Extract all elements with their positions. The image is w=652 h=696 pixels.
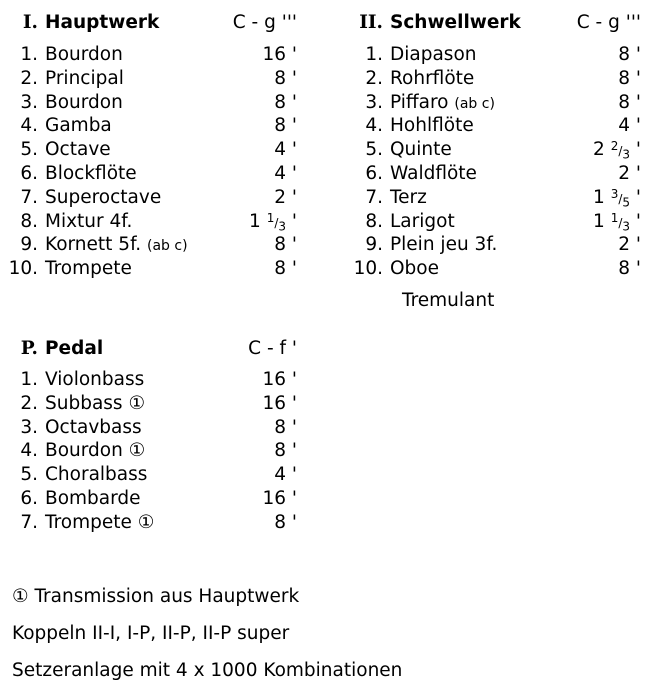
stop-name-text: Mixtur 4f.: [45, 210, 133, 232]
division-pedal: [0, 338, 297, 535]
stop-pitch: 4 ': [274, 139, 297, 161]
stop-name-text: Trompete ①: [45, 511, 155, 533]
division-title: Schwellwerk: [390, 12, 521, 33]
pitch-whole: 1: [593, 186, 605, 208]
stop-name-text: Octavbass: [45, 416, 142, 438]
pitch-numerator: 3: [610, 186, 619, 201]
pitch-fraction: $^2/_3$: [610, 139, 631, 162]
stop-name: [45, 368, 144, 392]
stop-name-text: Waldflöte: [390, 162, 477, 184]
stop-name: [390, 186, 427, 210]
pitch-numerator: 1: [266, 210, 275, 225]
pitch-numerator: 2: [610, 139, 619, 154]
stop-row: [0, 487, 297, 511]
stop-name: [390, 210, 455, 234]
stop-row: [345, 257, 641, 281]
stop-name-text: Bourdon ①: [45, 440, 146, 462]
stop-name-text: Terz: [390, 186, 427, 208]
stop-row: [345, 233, 641, 257]
stop-number: 8.: [20, 210, 38, 232]
stop-row: [345, 138, 641, 162]
stop-row: [345, 114, 641, 138]
pitch-whole: 2: [593, 139, 605, 161]
stop-pitch: 8 ': [618, 91, 641, 113]
pitch-fraction: $^1/_3$: [610, 210, 631, 233]
stop-pitch: [593, 210, 641, 236]
stop-name: [45, 439, 145, 463]
stop-row: [345, 162, 641, 186]
stop-pitch: 16 ': [262, 392, 297, 414]
stop-number: 7.: [365, 186, 383, 208]
stop-name: [45, 43, 123, 67]
stop-name-text: Blockflöte: [45, 162, 137, 184]
footnote-transmission: ① Transmission aus Hauptwerk: [12, 586, 300, 607]
compass-range: C - f ': [248, 338, 297, 359]
stop-row: [0, 67, 297, 91]
stop-name: [390, 67, 474, 91]
stop-row: [0, 257, 297, 281]
stop-number: 6.: [20, 487, 38, 509]
stop-name-text: Violonbass: [45, 369, 145, 390]
stop-row: [345, 186, 641, 210]
stop-number: 5.: [365, 139, 383, 161]
stop-name: [45, 463, 147, 487]
pitch-whole: 1: [249, 210, 261, 232]
stop-name: [45, 162, 137, 186]
stop-name-text: Oboe: [390, 258, 440, 280]
pitch-denominator: 3: [622, 147, 631, 162]
pitch-fraction: $^1/_3$: [266, 210, 287, 233]
stop-name: [390, 138, 452, 162]
stop-name-text: Kornett 5f.: [45, 234, 142, 256]
stop-pitch: 2 ': [618, 234, 641, 256]
stop-range-note: (ab c): [454, 95, 495, 112]
stop-pitch: [593, 186, 641, 212]
pitch-denominator: 3: [278, 218, 287, 233]
stop-row: [0, 186, 297, 210]
stop-pitch: 8 ': [274, 416, 297, 438]
stop-number: 3.: [20, 416, 38, 438]
stop-name-text: Diapason: [390, 44, 477, 65]
stop-row: [345, 210, 641, 234]
stop-name: [45, 210, 132, 234]
stop-row: [0, 463, 297, 487]
stop-pitch: 8 ': [274, 91, 297, 113]
stop-name: [390, 233, 497, 257]
stop-row: [0, 439, 297, 463]
tremulant-label: Tremulant: [402, 290, 495, 311]
stop-row: [0, 43, 297, 67]
pitch-denominator: 5: [622, 195, 631, 210]
footnotes: [12, 585, 402, 696]
stop-name: [45, 392, 145, 416]
stop-pitch: 4 ': [274, 464, 297, 486]
stop-name: [45, 416, 142, 440]
stop-row: [0, 91, 297, 115]
stop-number: 3.: [20, 91, 38, 113]
footnote-couplers: Koppeln II-I, I-P, II-P, II-P super: [12, 623, 290, 644]
pitch-foot-mark: ': [630, 210, 641, 232]
stop-name-text: Trompete: [45, 258, 132, 280]
stop-row: [0, 138, 297, 162]
stop-pitch: 8 ': [618, 44, 641, 65]
stop-row: [0, 392, 297, 416]
stop-name-text: Larigot: [390, 210, 455, 232]
stop-pitch: 2 ': [274, 186, 297, 208]
pitch-fraction: $^3/_5$: [610, 186, 631, 210]
stop-number: 8.: [365, 210, 383, 232]
stop-row: [0, 114, 297, 138]
stop-row: [0, 210, 297, 234]
stop-name: [45, 257, 132, 281]
division-title: Pedal: [45, 338, 104, 359]
stop-number: 9.: [365, 234, 383, 256]
stop-pitch: 8 ': [274, 258, 297, 280]
stop-row: [0, 511, 297, 535]
stop-list: [345, 43, 641, 281]
stop-name-text: Subbass ①: [45, 392, 146, 414]
stop-row: [0, 416, 297, 440]
stop-pitch: 16 ': [262, 487, 297, 509]
stop-pitch: 8 ': [618, 67, 641, 89]
stop-row: [0, 368, 297, 392]
stop-list: [0, 368, 297, 535]
stop-number: 2.: [20, 392, 38, 414]
stop-name: [45, 233, 188, 259]
stop-number: 10.: [8, 258, 38, 280]
stop-name-text: Plein jeu 3f.: [390, 234, 498, 256]
stop-name-text: Gamba: [45, 115, 112, 137]
stop-pitch: [593, 138, 641, 164]
stop-name-text: Octave: [45, 139, 111, 161]
pitch-numerator: 1: [610, 210, 619, 225]
stop-pitch: 8 ': [618, 258, 641, 280]
stop-name-text: Choralbass: [45, 464, 148, 486]
stop-row: [0, 162, 297, 186]
stop-name: [45, 511, 154, 535]
division-numeral: P.: [20, 338, 38, 359]
stop-name-text: Piffaro: [390, 91, 449, 113]
pitch-foot-mark: ': [630, 186, 641, 208]
division-schwellwerk: [345, 12, 641, 281]
pitch-foot-mark: ': [630, 139, 641, 161]
stop-number: 4.: [365, 115, 383, 137]
stop-name: [390, 114, 474, 138]
stop-number: 9.: [20, 234, 38, 256]
stop-number: 4.: [20, 115, 38, 137]
stop-name: [45, 91, 123, 115]
stop-pitch: 8 ': [274, 115, 297, 137]
stop-list: [0, 43, 297, 281]
stop-number: 6.: [20, 162, 38, 184]
stop-number: 5.: [20, 139, 38, 161]
stop-number: 4.: [20, 440, 38, 462]
stop-row: [345, 67, 641, 91]
stop-name-text: Superoctave: [45, 186, 162, 208]
stop-number: 10.: [353, 258, 383, 280]
division-header: [0, 12, 297, 38]
stop-name-text: Bourdon: [45, 91, 123, 113]
stop-number: 5.: [20, 464, 38, 486]
stop-number: 3.: [365, 91, 383, 113]
stop-number: 2.: [20, 67, 38, 89]
compass-range: C - g ''': [232, 12, 297, 33]
stop-name: [390, 91, 495, 117]
division-header: [0, 338, 297, 364]
pitch-whole: 1: [593, 210, 605, 232]
stop-row: [345, 43, 641, 67]
stop-number: 1.: [20, 369, 38, 390]
stop-name-text: Principal: [45, 67, 124, 89]
stop-number: 6.: [365, 162, 383, 184]
stop-name-text: Hohlflöte: [390, 115, 474, 137]
stop-range-note: (ab c): [147, 238, 188, 255]
stop-name: [390, 43, 476, 67]
stop-pitch: 2 ': [618, 162, 641, 184]
stop-pitch: 8 ': [274, 67, 297, 89]
stop-row: [345, 91, 641, 115]
stop-row: [0, 233, 297, 257]
stop-name: [45, 138, 111, 162]
stop-name-text: Bombarde: [45, 487, 141, 509]
stop-name: [390, 257, 439, 281]
stop-pitch: 4 ': [618, 115, 641, 137]
pitch-denominator: 3: [622, 218, 631, 233]
footnote-combination-system: Setzeranlage mit 4 x 1000 Kombinationen: [12, 660, 403, 681]
division-title: Hauptwerk: [45, 12, 160, 33]
division-numeral: I.: [22, 12, 38, 33]
stop-pitch: [249, 210, 297, 236]
stop-number: 1.: [20, 44, 38, 65]
stop-name-text: Quinte: [390, 139, 452, 161]
stop-name-text: Rohrflöte: [390, 67, 475, 89]
division-header: [345, 12, 641, 38]
stop-name: [45, 114, 112, 138]
stop-number: 7.: [20, 511, 38, 533]
stop-pitch: 8 ': [274, 511, 297, 533]
division-hauptwerk: [0, 12, 297, 281]
compass-range: C - g ''': [576, 12, 641, 33]
pitch-foot-mark: ': [286, 210, 297, 232]
stop-number: 1.: [365, 44, 383, 65]
stop-pitch: 16 ': [262, 44, 297, 65]
stop-pitch: 16 ': [262, 369, 297, 390]
stop-name: [45, 67, 124, 91]
stop-number: 2.: [365, 67, 383, 89]
stop-name: [45, 186, 161, 210]
stop-name: [390, 162, 477, 186]
stop-name: [45, 487, 141, 511]
stop-name-text: Bourdon: [45, 44, 123, 65]
stop-pitch: 4 ': [274, 162, 297, 184]
division-numeral: II.: [359, 12, 383, 33]
stop-pitch: 8 ': [274, 440, 297, 462]
stop-pitch: 8 ': [274, 234, 297, 256]
stop-number: 7.: [20, 186, 38, 208]
